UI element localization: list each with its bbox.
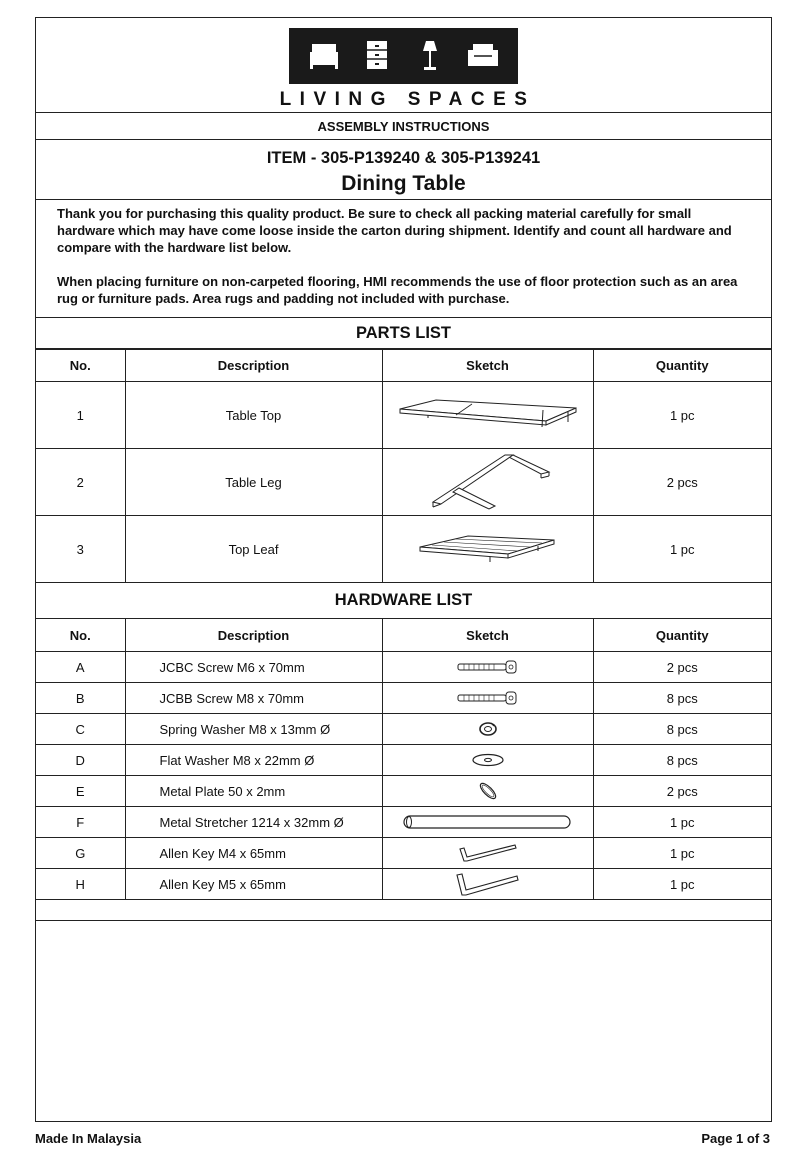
part-description: Table Leg — [125, 449, 382, 516]
part-number: 2 — [36, 449, 125, 516]
column-header: Quantity — [593, 350, 771, 382]
made-in-label: Made In Malaysia — [35, 1131, 142, 1146]
allen-key-icon — [457, 841, 519, 865]
hardware-quantity: 8 pcs — [593, 745, 771, 776]
hardware-letter: D — [36, 745, 125, 776]
hardware-sketch — [382, 683, 593, 714]
hardware-description: Metal Stretcher 1214 x 32mm Ø — [125, 807, 382, 838]
table-row — [36, 652, 771, 683]
hardware-sketch — [382, 807, 593, 838]
hardware-quantity: 8 pcs — [593, 714, 771, 745]
brand-logo — [289, 28, 518, 84]
intro-text — [36, 200, 771, 318]
part-number: 1 — [36, 382, 125, 449]
hardware-table — [36, 618, 771, 921]
sofa-icon — [465, 38, 501, 74]
allen-key-icon — [455, 870, 521, 898]
column-header: Sketch — [382, 619, 593, 652]
column-header: Description — [125, 619, 382, 652]
spring-washer-icon — [477, 720, 499, 738]
table-row — [36, 745, 771, 776]
hardware-quantity: 1 pc — [593, 838, 771, 869]
metal-stretcher-icon — [402, 814, 574, 830]
hardware-letter: E — [36, 776, 125, 807]
table-top-icon — [398, 397, 578, 433]
hardware-description: Spring Washer M8 x 13mm Ø — [125, 714, 382, 745]
bed-icon — [306, 38, 342, 74]
table-row — [36, 838, 771, 869]
hardware-letter: H — [36, 869, 125, 900]
part-quantity: 2 pcs — [593, 449, 771, 516]
hardware-quantity: 2 pcs — [593, 776, 771, 807]
item-header — [36, 140, 771, 200]
table-header-row — [36, 619, 771, 652]
hardware-quantity: 1 pc — [593, 869, 771, 900]
nightstand-icon — [359, 38, 395, 74]
hardware-description: JCBB Screw M8 x 70mm — [125, 683, 382, 714]
table-row — [36, 449, 771, 516]
hardware-letter: F — [36, 807, 125, 838]
intro-paragraph: Thank you for purchasing this quality product. Be sure to check all packing material carefully for small hardware which may have come loose inside the carton during shipment. Identify and count all hardware and compare with the hardware list below. — [57, 206, 732, 255]
hardware-description: Metal Plate 50 x 2mm — [125, 776, 382, 807]
table-header-row — [36, 350, 771, 382]
parts-table — [36, 349, 771, 583]
hardware-quantity: 2 pcs — [593, 652, 771, 683]
empty-row — [36, 900, 771, 921]
table-row — [36, 714, 771, 745]
column-header: Quantity — [593, 619, 771, 652]
part-description: Top Leaf — [125, 516, 382, 583]
screw-icon — [456, 659, 520, 675]
logo-section — [36, 18, 771, 113]
hardware-description: Allen Key M4 x 65mm — [125, 838, 382, 869]
item-code: ITEM - 305-P139240 & 305-P139241 — [266, 149, 541, 167]
hardware-letter: A — [36, 652, 125, 683]
lamp-icon — [412, 38, 448, 74]
part-quantity: 1 pc — [593, 516, 771, 583]
hardware-description: Flat Washer M8 x 22mm Ø — [125, 745, 382, 776]
column-header: Description — [125, 350, 382, 382]
table-row — [36, 900, 771, 921]
hardware-sketch — [382, 745, 593, 776]
hardware-description: JCBC Screw M6 x 70mm — [125, 652, 382, 683]
assembly-instructions-label: ASSEMBLY INSTRUCTIONS — [36, 113, 771, 140]
table-row — [36, 382, 771, 449]
column-header: No. — [36, 350, 125, 382]
brand-name: LIVING SPACES — [279, 89, 536, 110]
hardware-sketch — [382, 776, 593, 807]
part-description: Table Top — [125, 382, 382, 449]
page-number: Page 1 of 3 — [701, 1131, 770, 1146]
top-leaf-icon — [418, 532, 558, 566]
column-header: Sketch — [382, 350, 593, 382]
screw-icon — [456, 690, 520, 706]
parts-list-title: PARTS LIST — [36, 318, 771, 349]
metal-plate-icon — [476, 780, 500, 802]
hardware-quantity: 8 pcs — [593, 683, 771, 714]
hardware-sketch — [382, 869, 593, 900]
part-sketch — [382, 449, 593, 516]
hardware-sketch — [382, 838, 593, 869]
table-row — [36, 807, 771, 838]
hardware-letter: G — [36, 838, 125, 869]
hardware-sketch — [382, 652, 593, 683]
hardware-letter: C — [36, 714, 125, 745]
column-header: No. — [36, 619, 125, 652]
table-row — [36, 516, 771, 583]
table-leg-icon — [423, 452, 553, 512]
part-quantity: 1 pc — [593, 382, 771, 449]
part-sketch — [382, 382, 593, 449]
hardware-letter: B — [36, 683, 125, 714]
part-number: 3 — [36, 516, 125, 583]
table-row — [36, 776, 771, 807]
table-row — [36, 683, 771, 714]
part-sketch — [382, 516, 593, 583]
flat-washer-icon — [470, 752, 506, 768]
hardware-sketch — [382, 714, 593, 745]
table-row — [36, 869, 771, 900]
document-frame — [35, 17, 772, 1122]
item-name: Dining Table — [341, 172, 466, 195]
hardware-quantity: 1 pc — [593, 807, 771, 838]
hardware-description: Allen Key M5 x 65mm — [125, 869, 382, 900]
hardware-list-title: HARDWARE LIST — [36, 582, 771, 619]
intro-paragraph: When placing furniture on non-carpeted flooring, HMI recommends the use of floor protection such as an area rug or furniture pads. Area rugs and padding not included with purchase. — [57, 274, 738, 306]
